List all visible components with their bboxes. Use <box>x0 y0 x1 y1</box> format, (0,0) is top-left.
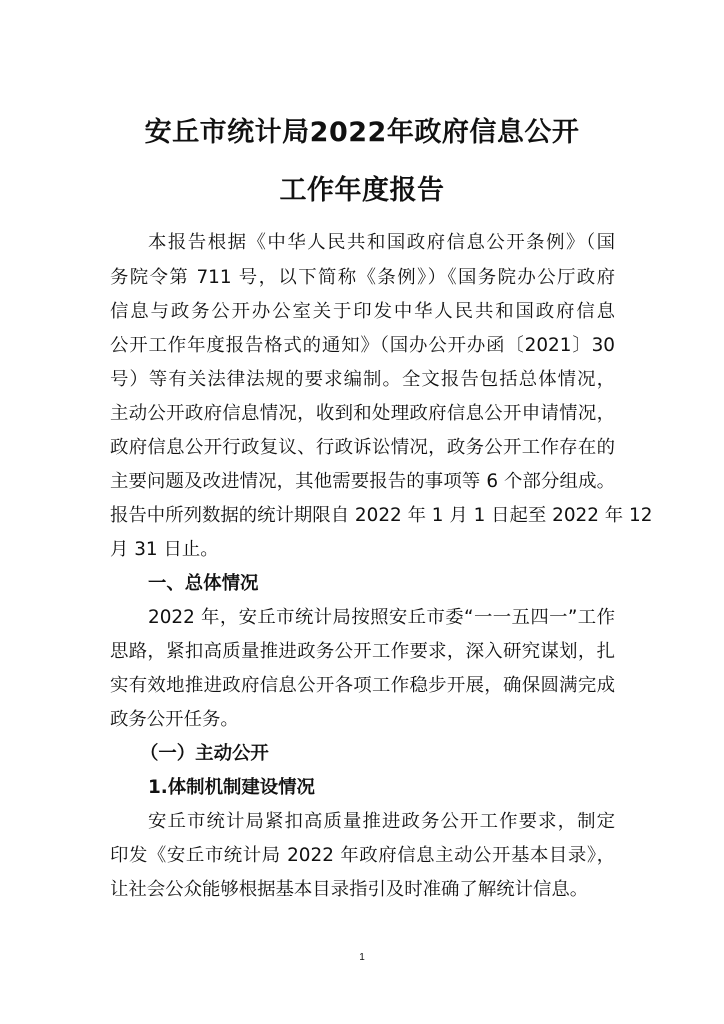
item-heading-mechanism: 1.体制机制建设情况 <box>148 777 315 798</box>
intro-line-7: 政府信息公开行政复议、行政诉讼情况，政务公开工作存在的 <box>110 437 615 458</box>
intro-line-1: 本报告根据《中华人民共和国政府信息公开条例》（国 <box>148 232 615 253</box>
intro-line-4: 公开工作年度报告格式的通知》（国办公开办函〔2021〕30 <box>110 335 615 356</box>
intro-line-10: 月 31 日止。 <box>110 539 219 560</box>
document-title-line2: 工作年度报告 <box>279 175 445 206</box>
item1-line-3: 让社会公众能够根据基本目录指引及时准确了解统计信息。 <box>110 879 589 900</box>
intro-line-3: 信息与政务公开办公室关于印发中华人民共和国政府信息 <box>110 301 615 322</box>
intro-line-5: 号）等有关法律法规的要求编制。全文报告包括总体情况， <box>110 369 615 390</box>
intro-line-8: 主要问题及改进情况，其他需要报告的事项等 6 个部分组成。 <box>110 471 615 492</box>
page-number: 1 <box>359 952 365 963</box>
subsection-heading-proactive: （一）主动公开 <box>140 743 269 764</box>
intro-line-2: 务院令第 711 号，以下简称《条例》）《国务院办公厅政府 <box>110 267 615 288</box>
section1-line-3: 实有效地推进政府信息公开各项工作稳步开展，确保圆满完成 <box>110 675 615 696</box>
item1-line-1: 安丘市统计局紧扣高质量推进政务公开工作要求，制定 <box>148 811 615 832</box>
item1-line-2: 印发《安丘市统计局 2022 年政府信息主动公开基本目录》， <box>110 845 615 866</box>
section1-line-1: 2022 年，安丘市统计局按照安丘市委“一一五四一”工作 <box>148 607 615 628</box>
section1-line-2: 思路，紧扣高质量推进政务公开工作要求，深入研究谋划，扎 <box>110 641 615 662</box>
section1-line-4: 政务公开任务。 <box>110 709 239 730</box>
intro-line-9: 报告中所列数据的统计期限自 2022 年 1 月 1 日起至 2022 年 12 <box>110 505 653 526</box>
intro-line-6: 主动公开政府信息情况，收到和处理政府信息公开申请情况， <box>110 403 615 424</box>
section-heading-overall: 一、总体情况 <box>148 573 259 594</box>
document-title-line1: 安丘市统计局2022年政府信息公开 <box>144 117 580 148</box>
